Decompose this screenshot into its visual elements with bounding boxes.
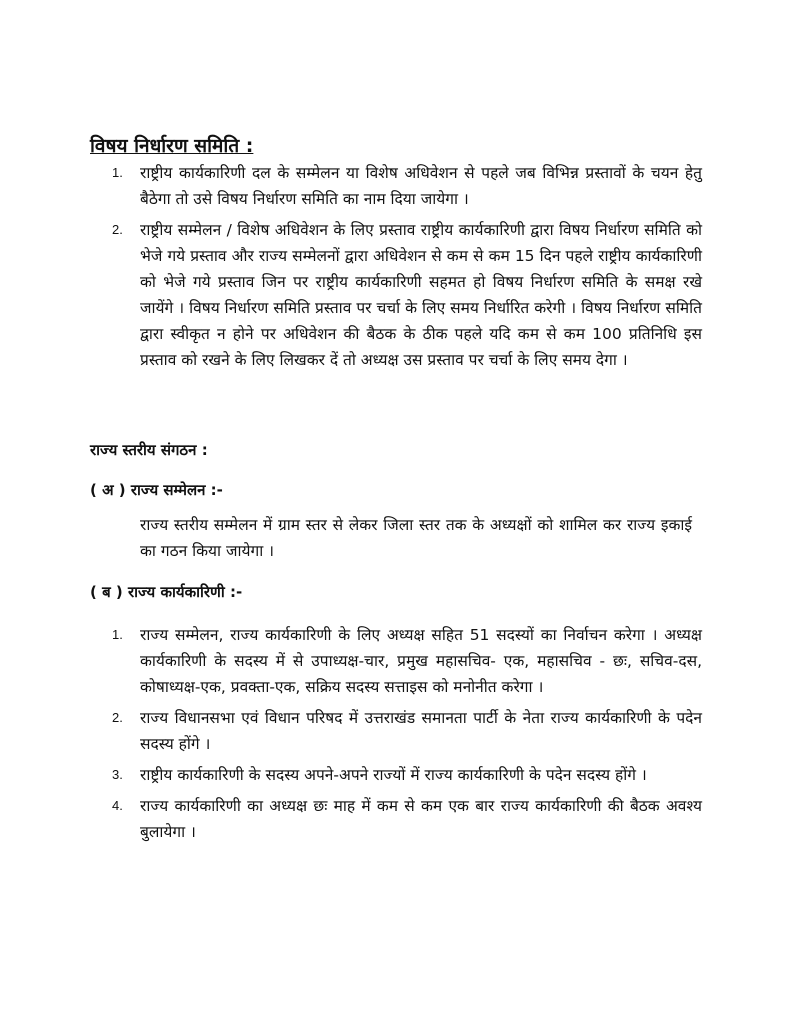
list-item: [112, 622, 702, 700]
list-item-number: 2.: [112, 710, 123, 725]
list-item-number: 3.: [112, 767, 123, 782]
list-item: [112, 217, 702, 373]
subsection-heading-state-conference: ( अ ) राज्य सम्मेलन :-: [90, 481, 223, 499]
list-item-number: 1.: [112, 165, 123, 180]
section-heading-subject-committee: विषय निर्धारण समिति :: [90, 135, 254, 157]
list-item-text: राज्य कार्यकारिणी का अध्यक्ष छः माह में कम से कम एक बार राज्य कार्यकारिणी की बैठक अवश्य बुलायेगा ।: [140, 797, 702, 841]
list-item-number: 4.: [112, 798, 123, 813]
state-conference-paragraph: राज्य स्तरीय सम्मेलन में ग्राम स्तर से लेकर जिला स्तर तक के अध्यक्षों को शामिल कर राज्य इकाई का गठन किया जायेगा ।: [140, 516, 692, 560]
list-item: [112, 705, 702, 757]
list-item-text: राष्ट्रीय कार्यकारिणी के सदस्य अपने-अपने राज्यों में राज्य कार्यकारिणी के पदेन सदस्य होंगे ।: [140, 766, 647, 784]
list-item-text: राज्य सम्मेलन, राज्य कार्यकारिणी के लिए अध्यक्ष सहित 51 सदस्यों का निर्वाचन करेगा । अध्यक्ष कार्यकारिणी के सदस्य में से उपाध्यक्ष-चार, प्रमुख महासचिव- एक, महासचिव - छः, सचिव-दस, कोषाध्यक्ष-एक, प्रवक्ता-एक, सक्रिय सदस्य सत्ताइस को मनोनीत करेगा ।: [140, 626, 702, 696]
section-heading-state-organization: राज्य स्तरीय संगठन :: [90, 441, 208, 459]
list-item-text: राष्ट्रीय कार्यकारिणी दल के सम्मेलन या विशेष अधिवेशन से पहले जब विभिन्न प्रस्तावों के चयन हेतु बैठेगा तो उसे विषय निर्धारण समिति का नाम दिया जायेगा ।: [140, 164, 702, 208]
state-executive-list: [112, 622, 702, 850]
list-item: [112, 762, 702, 788]
subsection-heading-state-executive: ( ब ) राज्य कार्यकारिणी :-: [90, 583, 243, 601]
list-item-text: राज्य विधानसभा एवं विधान परिषद में उत्तराखंड समानता पार्टी के नेता राज्य कार्यकारिणी के पदेन सदस्य होंगे ।: [140, 709, 702, 753]
list-item-text: राष्ट्रीय सम्मेलन / विशेष अधिवेशन के लिए प्रस्ताव राष्ट्रीय कार्यकारिणी द्वारा विषय निर्धारण समिति को भेजे गये प्रस्ताव और राज्य सम्मेलनों द्वारा अधिवेशन से कम से कम 15 दिन पहले राष्ट्रीय कार्यकारिणी को भेजे गये प्रस्ताव जिन पर राष्ट्रीय कार्यकारिणी सहमत हो विषय निर्धारण समिति के समक्ष रखे जायेंगे । विषय निर्धारण समिति प्रस्ताव पर चर्चा के लिए समय निर्धारित करेगी । विषय निर्धारण समिति द्वारा स्वीकृत न होने पर अधिवेशन की बैठक के ठीक पहले यदि कम से कम 100 प्रतिनिधि इस प्रस्ताव को रखने के लिए लिखकर दें तो अध्यक्ष उस प्रस्ताव पर चर्चा के लिए समय देगा ।: [140, 221, 702, 369]
list-item: [112, 160, 702, 212]
list-item-number: 2.: [112, 222, 123, 237]
list-item-number: 1.: [112, 627, 123, 642]
list-item: [112, 793, 702, 845]
subject-committee-list: [112, 160, 702, 378]
